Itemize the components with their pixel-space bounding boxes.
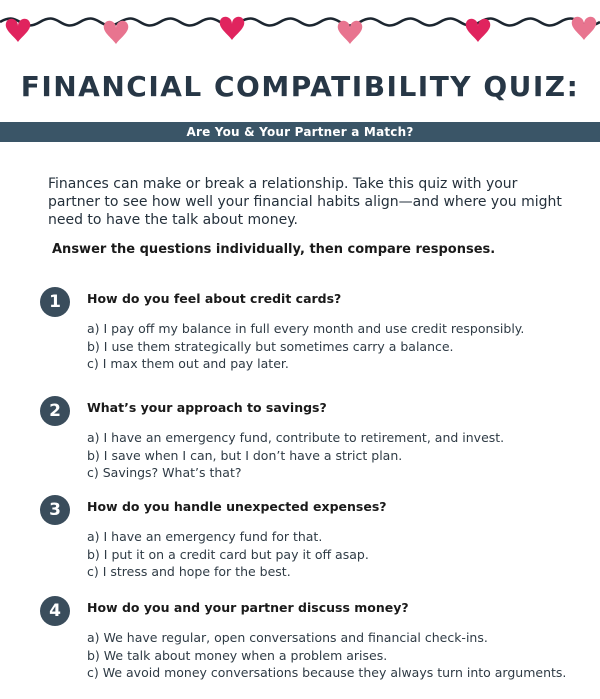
- answer-option: b) I save when I can, but I don’t have a strict plan.: [87, 447, 403, 463]
- question-number-badge: 2: [40, 396, 70, 426]
- answer-option: c) I stress and hope for the best.: [87, 564, 291, 579]
- garland-line: [0, 19, 600, 26]
- question-text: How do you feel about credit cards?: [87, 291, 342, 306]
- answer-option: a) I have an emergency fund, contribute to retirement, and invest.: [87, 430, 505, 445]
- page-title: FINANCIAL COMPATIBILITY QUIZ:: [20, 70, 580, 103]
- intro-paragraph: Finances can make or break a relationship. Take this quiz with your partner to see how well your financial habits align—and where you might need to have the talk about money.: [48, 176, 562, 228]
- instruction-text: Answer the questions individually, then compare responses.: [52, 242, 496, 257]
- question-number-badge: 4: [40, 596, 70, 626]
- answer-list: [87, 629, 567, 682]
- question-text: How do you handle unexpected expenses?: [87, 499, 387, 514]
- answer-option: b) We talk about money when a problem arises.: [87, 647, 388, 663]
- answer-list: [87, 528, 567, 581]
- answer-option: a) I have an emergency fund for that.: [87, 529, 323, 544]
- question-number-badge: 1: [40, 287, 70, 317]
- question-text: How do you and your partner discuss money?: [87, 600, 409, 615]
- answer-option: b) I use them strategically but sometimes carry a balance.: [87, 338, 454, 354]
- answer-option: c) I max them out and pay later.: [87, 356, 289, 371]
- answer-list: [87, 320, 567, 373]
- hearts-garland: [0, 0, 600, 60]
- heart-icon: [220, 17, 245, 40]
- answer-option: b) I put it on a credit card but pay it off asap.: [87, 546, 369, 562]
- question-number-badge: 3: [40, 495, 70, 525]
- answer-option: a) I pay off my balance in full every month and use credit responsibly.: [87, 321, 525, 336]
- answer-option: a) We have regular, open conversations and financial check-ins.: [87, 630, 488, 645]
- answer-option: c) Savings? What’s that?: [87, 465, 242, 480]
- heart-icon: [572, 17, 597, 40]
- answer-option: c) We avoid money conversations because they always turn into arguments.: [87, 665, 567, 680]
- subtitle-banner: Are You & Your Partner a Match?: [0, 122, 600, 142]
- answer-list: [87, 429, 567, 482]
- question-text: What’s your approach to savings?: [87, 400, 327, 415]
